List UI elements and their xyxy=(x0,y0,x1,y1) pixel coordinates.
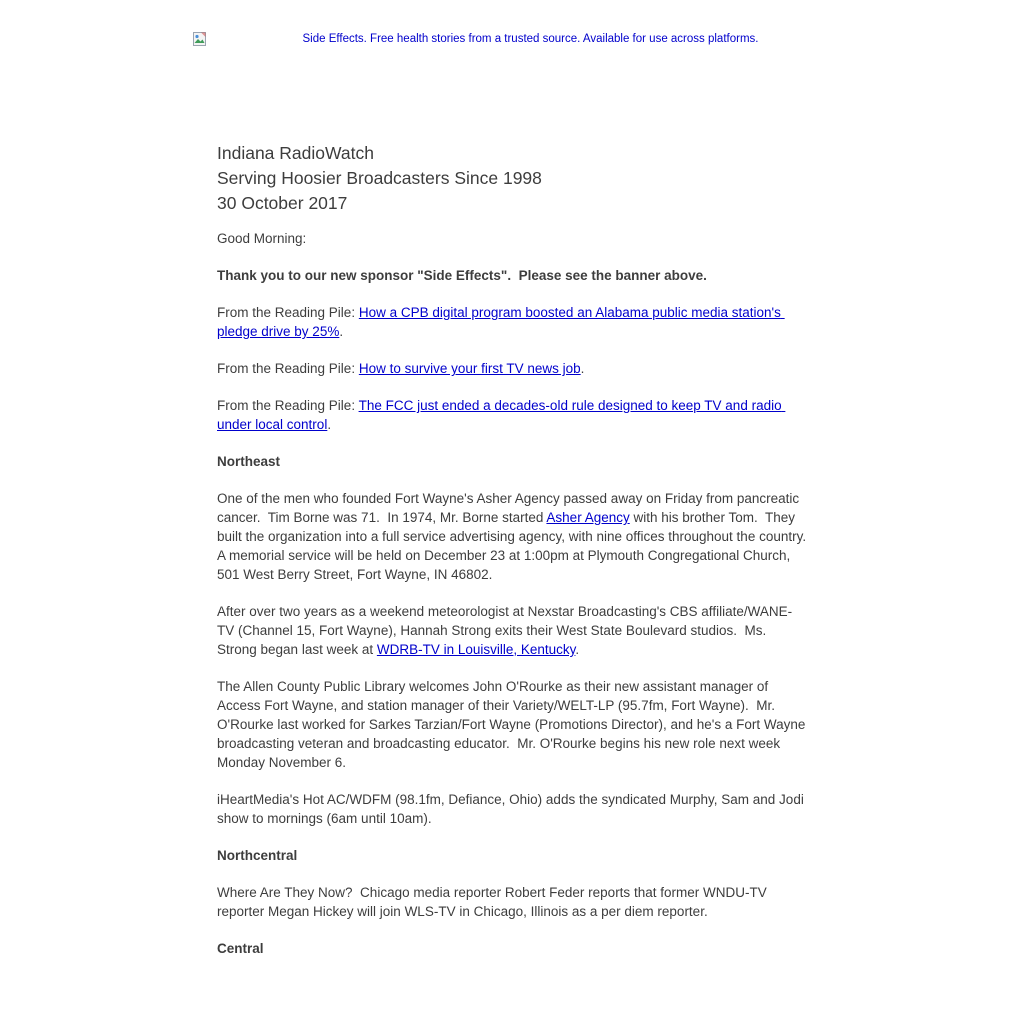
inline-link[interactable]: The FCC just ended a decades-old rule designed to keep TV and radio under local control xyxy=(217,398,786,432)
bold-text: Thank you to our new sponsor "Side Effects". Please see the banner above. xyxy=(217,268,707,283)
text-run: Northeast xyxy=(217,454,281,469)
text-run: From the Reading Pile: xyxy=(217,305,359,320)
paragraph xyxy=(217,303,808,341)
newsletter-heading xyxy=(217,141,808,216)
inline-link[interactable]: WDRB-TV in Louisville, Kentucky xyxy=(376,642,576,657)
section-heading xyxy=(217,846,808,865)
inline-link[interactable]: Asher Agency xyxy=(546,510,630,525)
section-heading xyxy=(217,939,808,958)
paragraph xyxy=(217,396,808,434)
text-run: Northcentral xyxy=(217,848,298,863)
text-run: Where Are They Now? Chicago media reporter Robert Feder reports that former WNDU-TV reporter Megan Hickey will join WLS-TV in Chicago, Illinois as a per diem reporter. xyxy=(217,885,771,919)
text-run: . xyxy=(327,417,332,432)
paragraph xyxy=(217,602,808,659)
paragraph xyxy=(217,229,808,248)
heading-line: Indiana RadioWatch xyxy=(217,143,374,163)
text-run: . xyxy=(580,361,585,376)
section-heading xyxy=(217,452,808,471)
heading-line: Serving Hoosier Broadcasters Since 1998 xyxy=(217,168,542,188)
inline-link[interactable]: How a CPB digital program boosted an Alabama public media station's pledge drive by 25% xyxy=(217,305,785,339)
text-run: After over two years as a weekend meteorologist at Nexstar Broadcasting's CBS affiliate/WANE-TV (Channel 15, Fort Wayne), Hannah Strong exits their West State Boulevard studios. Ms. Strong began last week at xyxy=(217,604,793,657)
text-run: . xyxy=(339,324,344,339)
text-run: Good Morning: xyxy=(217,231,307,246)
paragraph xyxy=(217,883,808,921)
heading-line: 30 October 2017 xyxy=(217,193,348,213)
text-run: One of the men who founded Fort Wayne's Asher Agency passed away on Friday from pancreatic cancer. Tim Borne was 71. In 1974, Mr. Borne started xyxy=(217,491,803,525)
text-run: with his brother Tom. They built the organization into a full service advertising agency, with nine offices throughout the country. A memorial service will be held on December 23 at 1:00pm at Plymouth Congregational Church, 501 West Berry Street, Fort Wayne, IN 46802. xyxy=(217,510,813,582)
text-run: iHeartMedia's Hot AC/WDFM (98.1fm, Defiance, Ohio) adds the syndicated Murphy, Sam and Jodi show to mornings (6am until 10am). xyxy=(217,792,808,826)
newsletter-body xyxy=(217,141,813,976)
content-blocks xyxy=(217,141,813,958)
text-run: . xyxy=(575,642,580,657)
paragraph xyxy=(217,359,808,378)
sponsor-banner[interactable] xyxy=(193,30,847,48)
broken-image-icon xyxy=(193,32,206,46)
banner-alt-text[interactable]: Side Effects. Free health stories from a trusted source. Available for use across platforms. xyxy=(302,33,759,45)
paragraph xyxy=(217,677,808,772)
text-run: From the Reading Pile: xyxy=(217,361,359,376)
paragraph xyxy=(217,790,808,828)
text-run: The Allen County Public Library welcomes John O'Rourke as their new assistant manager of Access Fort Wayne, and station manager of their Variety/WELT-LP (95.7fm, Fort Wayne). Mr. O'Rourke last worked for Sarkes Tarzian/Fort Wayne (Promotions Director), and he's a Fort Wayne broadcasting veteran and broadcasting educator. Mr. O'Rourke begins his new role next week Monday November 6. xyxy=(217,679,810,770)
paragraph xyxy=(217,266,808,285)
inline-link[interactable]: How to survive your first TV news job xyxy=(358,361,581,376)
paragraph xyxy=(217,489,813,584)
text-run: Central xyxy=(217,941,264,956)
text-run: From the Reading Pile: xyxy=(217,398,359,413)
